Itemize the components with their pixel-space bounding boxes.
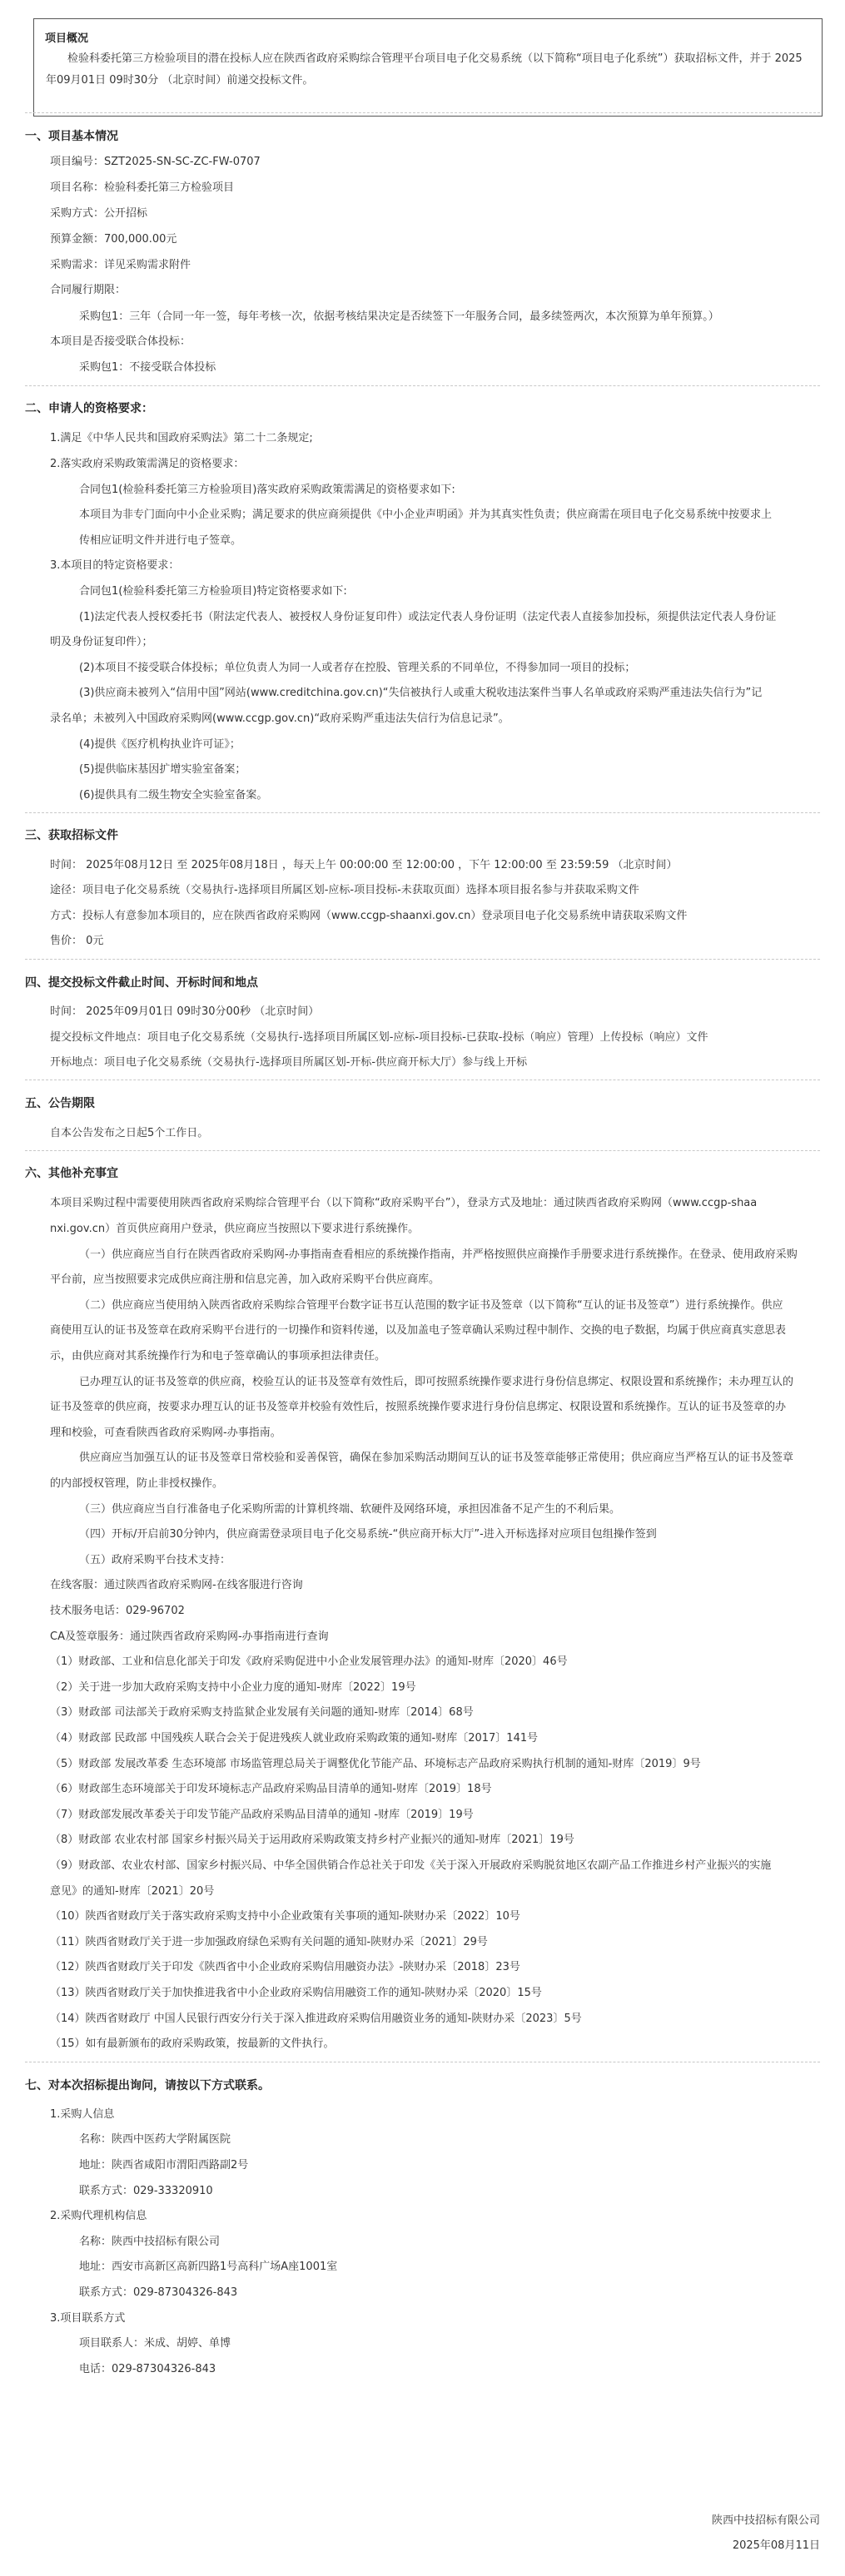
document-line: 采购包1：三年（合同一年一签，每年考核一次，依据考核结果决定是否续签下一年服务合同，最多续签两次，本次预算为单年预算。） [79,310,719,323]
document-line: （5）财政部 发展改革委 生态环境部 市场监管理总局关于调整优化节能产品、环境标志产品政府采购执行机制的通知-财库〔2019〕9号 [50,1758,701,1770]
document-line: 项目编号：SZT2025-SN-SC-ZC-FW-0707 [50,156,261,168]
document-line: （4）财政部 民政部 中国残疾人联合会关于促进残疾人就业政府采购政策的通知-财库〔2017〕141号 [50,1732,539,1745]
section-divider [25,385,820,386]
section-heading: 一、项目基本情况 [25,130,118,143]
document-line: 采购包1：不接受联合体投标 [79,361,216,374]
overview-text: 检验科委托第三方检验项目的潜在投标人应在陕西省政府采购综合管理平台项目电子化交易系统（以下简称“项目电子化系统”）获取招标文件，并于 2025年09月01日 09时30分 （北京时间）前递交投标文件。 [46,52,803,87]
document-line: （9）财政部、农业农村部、国家乡村振兴局、中华全国供销合作总社关于印发《关于深入开展政府采购脱贫地区农副产品工作推进乡村产业振兴的实施 [50,1859,772,1872]
document-line: （15）如有最新颁布的政府采购政策，按最新的文件执行。 [50,2037,335,2050]
section-heading: 六、其他补充事宜 [25,1167,118,1180]
document-line: （11）陕西省财政厅关于进一步加强政府绿色采购有关问题的通知-陕财办采〔2021〕29号 [50,1936,488,1948]
section-heading: 二、申请人的资格要求： [25,402,153,415]
document-line: 已办理互认的证书及签章的供应商，校验互认的证书及签章有效性后，即可按照系统操作要求进行身份信息绑定、权限设置和系统操作；未办理互认的 [79,1376,794,1388]
document-line: 技术服务电话：029-96702 [50,1605,185,1617]
document-line: (6)提供具有二级生物安全实验室备案。 [79,789,268,802]
document-line: （12）陕西省财政厅关于印发《陕西省中小企业政府采购信用融资办法》-陕财办采〔2018〕23号 [50,1961,520,1973]
document-line: （一）供应商应当自行在陕西省政府采购网-办事指南查看相应的系统操作指南，并严格按照供应商操作手册要求进行系统操作。在登录、使用政府采购 [79,1248,798,1261]
document-line: 方式：投标人有意参加本项目的，应在陕西省政府采购网（www.ccgp-shaanxi.gov.cn）登录项目电子化交易系统申请获取采购文件 [50,910,688,922]
section-divider [25,112,820,113]
document-line: 项目名称：检验科委托第三方检验项目 [50,181,235,194]
document-line: 提交投标文件地点：项目电子化交易系统（交易执行-选择项目所属区划-应标-项目投标-已获取-投标（响应）管理）上传投标（响应）文件 [50,1031,708,1044]
document-line: 售价： 0元 [50,935,104,947]
document-line: 平台前，应当按照要求完成供应商注册和信息完善，加入政府采购平台供应商库。 [50,1273,440,1286]
section-heading: 三、获取招标文件 [25,829,118,842]
section-heading: 七、对本次招标提出询问，请按以下方式联系。 [25,2079,270,2092]
document-line: （6）财政部生态环境部关于印发环境标志产品政府采购品目清单的通知-财库〔2019〕18号 [50,1783,492,1795]
document-line: 联系方式：029-33320910 [79,2185,213,2197]
document-line: （1）财政部、工业和信息化部关于印发《政府采购促进中小企业发展管理办法》的通知-财库〔2020〕46号 [50,1655,568,1668]
document-line: 地址：陕西省咸阳市渭阳西路副2号 [79,2159,249,2171]
document-line: 在线客服：通过陕西省政府采购网-在线客服进行咨询 [50,1579,303,1591]
document-line: 途径：项目电子化交易系统（交易执行-选择项目所属区划-应标-项目投标-未获取页面）选择本项目报名参与并获取采购文件 [50,884,639,896]
document-line: CA及签章服务：通过陕西省政府采购网-办事指南进行查询 [50,1630,329,1643]
document-line: 1.采购人信息 [50,2108,115,2121]
document-line: 预算金额：700,000.00元 [50,233,177,246]
document-line: （7）财政部发展改革委关于印发节能产品政府采购品目清单的通知 -财库〔2019〕19号 [50,1809,474,1821]
document-line: 示，由供应商对其系统操作行为和电子签章确认的事项承担法律责任。 [50,1350,386,1362]
document-line: 3.本项目的特定资格要求： [50,559,180,572]
document-line: 录名单；未被列入中国政府采购网(www.ccgp.gov.cn)“政府采购严重违法失信行为信息记录”。 [50,712,509,725]
document-line: （四）开标/开启前30分钟内，供应商需登录项目电子化交易系统-“供应商开标大厅”-进入开标选择对应项目包组操作签到 [79,1528,657,1541]
section-heading: 四、提交投标文件截止时间、开标时间和地点 [25,976,258,990]
section-divider [25,959,820,960]
document-line: (2)本项目不接受联合体投标；单位负责人为同一人或者存在控股、管理关系的不同单位，不得参加同一项目的投标； [79,662,636,674]
signature-org: 陕西中技招标有限公司 [711,2514,820,2527]
document-line: （10）陕西省财政厅关于落实政府采购支持中小企业政策有关事项的通知-陕财办采〔2022〕10号 [50,1910,520,1923]
document-line: 明及身份证复印件）； [50,636,153,648]
document-line: 名称：陕西中技招标有限公司 [79,2236,221,2248]
document-line: （13）陕西省财政厅关于加快推进我省中小企业政府采购信用融资工作的通知-陕财办采〔2020〕15号 [50,1987,542,1999]
document-line: 时间： 2025年09月01日 09时30分00秒 （北京时间） [50,1005,320,1018]
document-line: 名称：陕西中医药大学附属医院 [79,2133,231,2146]
document-line: （五）政府采购平台技术支持： [79,1554,231,1566]
section-divider [25,812,820,813]
document-line: 自本公告发布之日起5个工作日。 [50,1127,209,1139]
document-line: 联系方式：029-87304326-843 [79,2286,238,2299]
document-line: (5)提供临床基因扩增实验室备案； [79,763,246,776]
document-line: 2.采购代理机构信息 [50,2210,147,2222]
document-line: (1)法定代表人授权委托书（附法定代表人、被授权人身份证复印件）或法定代表人身份证明（法定代表人直接参加投标，须提供法定代表人身份证 [79,611,777,623]
section-heading: 五、公告期限 [25,1097,95,1110]
document-line: 本项目采购过程中需要使用陕西省政府采购综合管理平台（以下简称“政府采购平台”），登录方式及地址：通过陕西省政府采购网（www.ccgp-shaa [50,1197,758,1209]
document-line: 合同履行期限： [50,284,127,296]
document-line: （3）财政部 司法部关于政府采购支持监狱企业发展有关问题的通知-财库〔2014〕68号 [50,1706,474,1719]
document-line: 项目联系人：米成、胡婷、单博 [79,2337,231,2350]
overview-title: 项目概况 [45,32,89,45]
document-line: （三）供应商应当自行准备电子化采购所需的计算机终端、软硬件及网络环境，承担因准备不足产生的不利后果。 [79,1503,621,1516]
document-line: 的内部授权管理，防止非授权操作。 [50,1477,224,1490]
document-line: (4)提供《医疗机构执业许可证》； [79,738,241,751]
section-divider [25,1150,820,1151]
document-line: 合同包1(检验科委托第三方检验项目)落实政府采购政策需满足的资格要求如下: [79,484,455,496]
document-line: 3.项目联系方式 [50,2312,126,2325]
document-line: （8）财政部 农业农村部 国家乡村振兴局关于运用政府采购政策支持乡村产业振兴的通知-财库〔2021〕19号 [50,1834,574,1846]
document-line: 本项目为非专门面向中小企业采购；满足要求的供应商须提供《中小企业声明函》并为其真实性负责；供应商需在项目电子化交易系统中按要求上 [79,509,773,521]
document-line: 证书及签章的供应商，按要求办理互认的证书及签章并校验有效性后，按照系统操作要求进行身份信息绑定、权限设置和系统操作。互认的证书及签章的办 [50,1401,787,1413]
document-line: 电话：029-87304326-843 [79,2363,216,2375]
document-line: 开标地点：项目电子化交易系统（交易执行-选择项目所属区划-开标-供应商开标大厅）参与线上开标 [50,1056,528,1069]
document-line: 1.满足《中华人民共和国政府采购法》第二十二条规定; [50,432,313,444]
document-line: 2.落实政府采购政策需满足的资格要求： [50,458,245,470]
document-line: 意见》的通知-财库〔2021〕20号 [50,1885,215,1898]
document-line: nxi.gov.cn）首页供应商用户登录，供应商应当按照以下要求进行系统操作。 [50,1223,420,1235]
document-line: 采购方式：公开招标 [50,207,148,220]
document-line: 合同包1(检验科委托第三方检验项目)特定资格要求如下: [79,585,347,598]
document-line: 商使用互认的证书及签章在政府采购平台进行的一切操作和资料传递，以及加盖电子签章确认采购过程中制作、交换的电子数据，均属于供应商真实意思表 [50,1324,787,1337]
document-line: 本项目是否接受联合体投标： [50,335,191,348]
document-line: 传相应证明文件并进行电子签章。 [79,534,242,547]
document-line: 理和校验，可查看陕西省政府采购网-办事指南。 [50,1427,281,1439]
document-line: (3)供应商未被列入“信用中国”网站(www.creditchina.gov.cn)“失信被执行人或重大税收违法案件当事人名单或政府采购严重违法失信行为”记 [79,687,763,699]
signature-date: 2025年08月11日 [732,2539,820,2552]
document-line: （2）关于进一步加大政府采购支持中小企业力度的通知-财库〔2022〕19号 [50,1681,416,1694]
document-line: 时间： 2025年08月12日 至 2025年08月18日 ，每天上午 00:00:00 至 12:00:00 ，下午 12:00:00 至 23:59:59 （北京时间） [50,859,678,871]
document-line: 采购需求：详见采购需求附件 [50,259,191,271]
document-line: （14）陕西省财政厅 中国人民银行西安分行关于深入推进政府采购信用融资业务的通知-陕财办采〔2023〕5号 [50,2013,582,2025]
document-line: 供应商应当加强互认的证书及签章日常校验和妥善保管，确保在参加采购活动期间互认的证书及签章能够正常使用；供应商应当严格互认的证书及签章 [79,1452,794,1464]
document-line: （二）供应商应当使用纳入陕西省政府采购综合管理平台数字证书互认范围的数字证书及签章（以下简称“互认的证书及签章”）进行系统操作。供应 [79,1299,783,1312]
document-line: 地址：西安市高新区高新四路1号高科广场A座1001室 [79,2261,338,2273]
